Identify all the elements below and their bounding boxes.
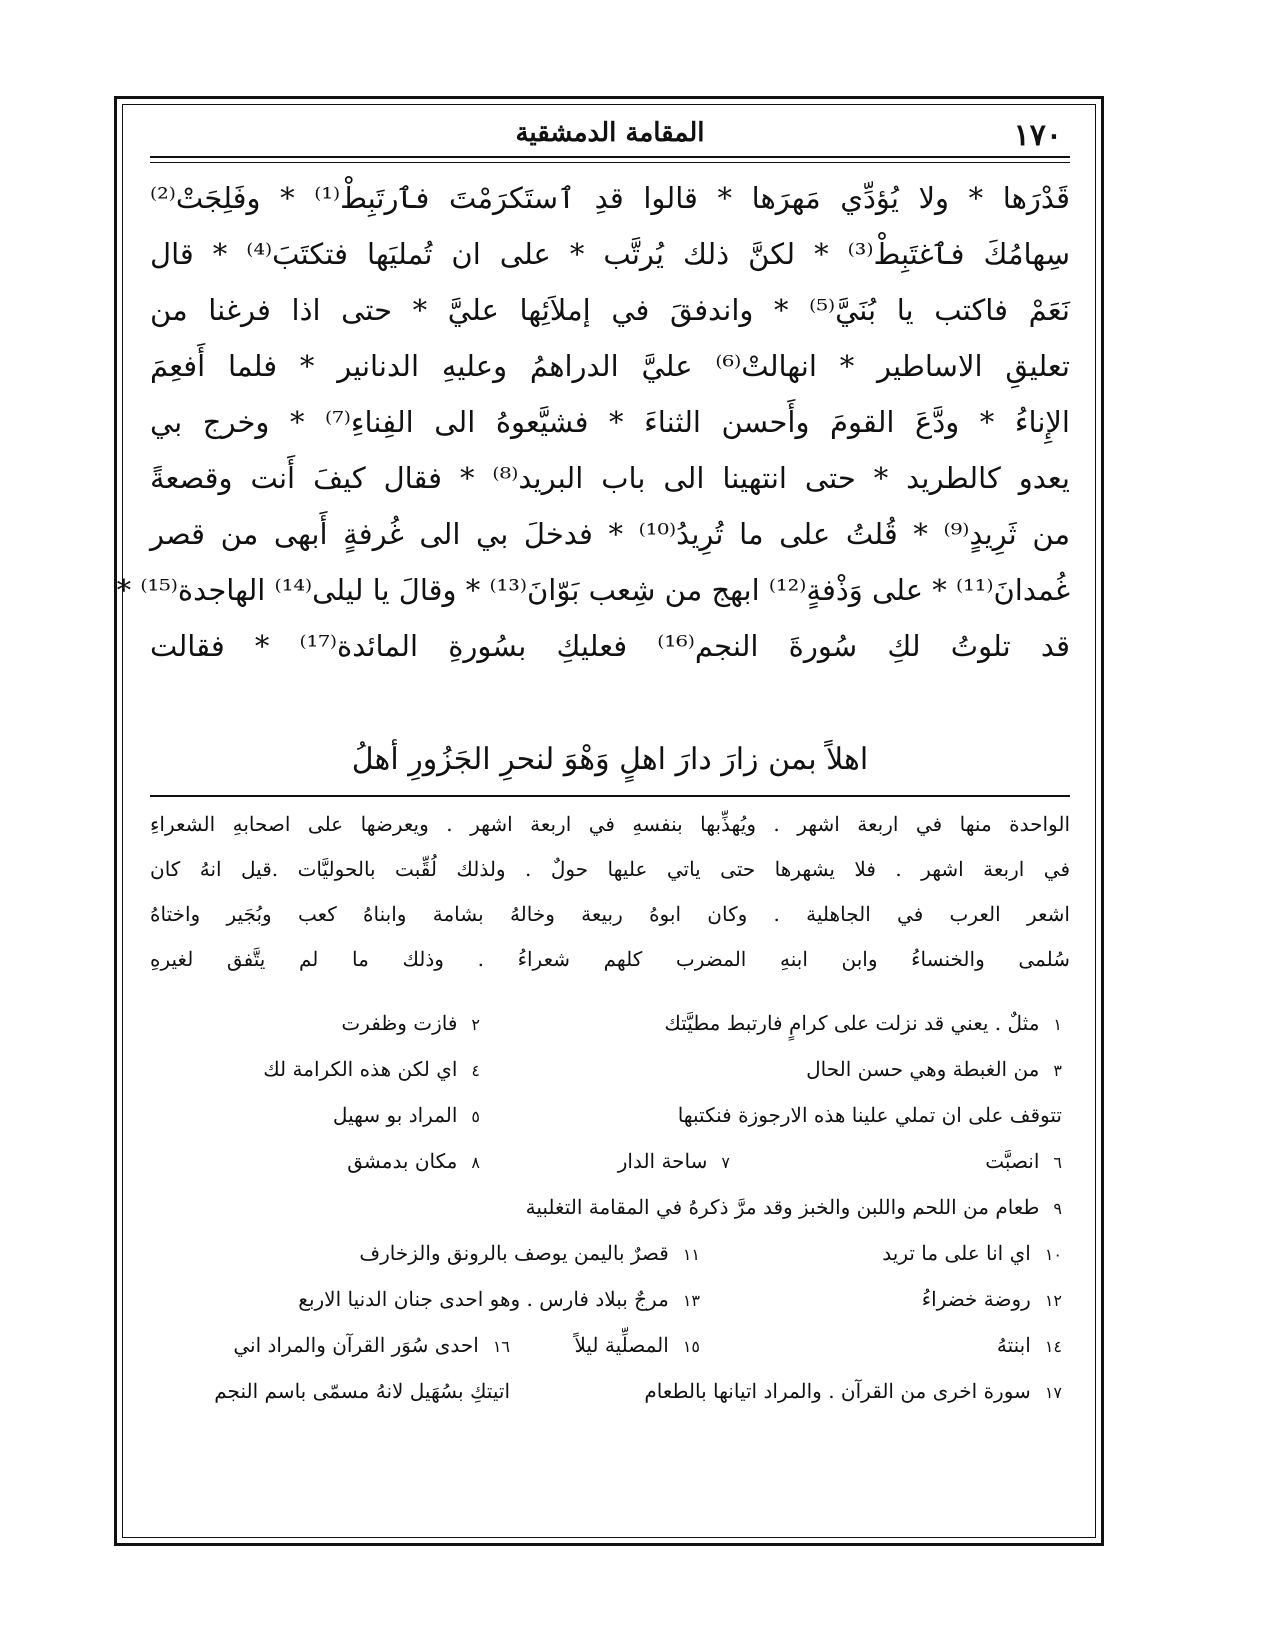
- footnote-number: ٧: [721, 1153, 730, 1172]
- main-text: [116, 170, 1071, 674]
- footnote-13: [298, 1276, 700, 1322]
- footnote-text: من الغبطة وهي حسن الحال: [806, 1057, 1040, 1081]
- page-header: [150, 112, 1070, 158]
- note-line: في اربعة اشهر . فلا يشهرها حتى ياتي عليها حولٌ . ولذلك لُقِّبت بالحوليَّات .قيل انهُ كان: [150, 857, 1070, 881]
- footnote-row: [150, 1368, 1070, 1414]
- footnote-text: مثلٌ . يعني قد نزلت على كرامٍ فارتبط مطيَّتك: [664, 1011, 1040, 1035]
- footnote-7: [618, 1138, 730, 1184]
- footnote-number: ١٤: [1044, 1337, 1062, 1356]
- footnote-row: [150, 1092, 1070, 1138]
- footnote-row: [150, 1000, 1070, 1046]
- footnote-number: ٦: [1053, 1153, 1062, 1172]
- footnote-row: [150, 1322, 1070, 1368]
- footnote-6: [985, 1138, 1062, 1184]
- text-line: الإِناءُ * ودَّعَ القومَ وأَحسن الثناءَ * فشيَّعوهُ الى الفِناءِ⁽⁷⁾ * وخرج بي: [150, 405, 1070, 439]
- footnote-number: ١٧: [1044, 1383, 1062, 1402]
- footnote-text: احدى سُوَر القرآن والمراد اني: [233, 1333, 479, 1357]
- footnote-rule: [150, 795, 1070, 797]
- page-content: [116, 112, 1071, 1532]
- page-number: ١٧٠: [1013, 118, 1062, 153]
- footnote-row: [150, 1230, 1070, 1276]
- footnote-text: اي لكن هذه الكرامة لك: [263, 1057, 458, 1081]
- footnote-number: ٨: [471, 1153, 480, 1172]
- footnote-10: [882, 1230, 1062, 1276]
- note-line: اشعر العرب في الجاهلية . وكان ابوهُ ربيعة وخالهُ بشامة وابناهُ كعب وبُجَير واختاهُ: [150, 902, 1070, 926]
- text-line: تعليقِ الاساطير * انهالتْ⁽⁶⁾ عليَّ الدراهمُ وعليهِ الدنانير * فلما أَفعِمَ: [150, 349, 1070, 383]
- footnote-number: ١٥: [682, 1337, 700, 1356]
- footnote-text: ساحة الدار: [617, 1149, 708, 1173]
- footnote-text: قصرٌ باليمن يوصف بالرونق والزخارف: [359, 1241, 669, 1265]
- footnote-text: انصبَّت: [985, 1149, 1040, 1173]
- footnote-row: [150, 1138, 1070, 1184]
- footnote-text: اي انا على ما تريد: [882, 1241, 1031, 1265]
- footnote-9: [526, 1184, 1062, 1230]
- text-line: قَدْرَها * ولا يُؤدِّي مَهرَها * قالوا قدِ ٱستَكرَمْتَ فٱرتَبِطْ⁽¹⁾ * وفَلِجَتْ⁽²⁾: [150, 181, 1070, 215]
- footnote-text: المصلِّية ليلاً: [574, 1333, 669, 1357]
- running-title: المقامة الدمشقية: [515, 118, 705, 148]
- text-line: غُمدانَ⁽¹¹⁾ * على وَذْفةٍ⁽¹²⁾ ابهج من شِعب بَوّانَ⁽¹³⁾ * وقالَ يا ليلى⁽¹⁴⁾ الهاجدة⁽¹⁵⁾ *: [116, 573, 1070, 607]
- notes-paragraph: [150, 802, 1070, 982]
- footnote-number: ١٠: [1044, 1245, 1062, 1264]
- footnote-number: ١٢: [1044, 1291, 1062, 1310]
- footnote-number: ١٣: [682, 1291, 700, 1310]
- text-line: نَعَمْ فاكتب يا بُنَيَّ⁽⁵⁾ * واندفقَ في إملاَئِها عليَّ * حتى اذا فرغنا من: [150, 293, 1070, 327]
- footnote-text: طعام من اللحم واللبن والخبز وقد مرَّ ذكرهُ في المقامة التغلبية: [525, 1195, 1040, 1219]
- footnote-text: ابنتهُ: [996, 1333, 1031, 1357]
- text-line: سِهامُكَ فٱغتَبِطْ⁽³⁾ * لكنَّ ذلك يُرتَّب * على ان تُمليَها فتكتَبَ⁽⁴⁾ * قال: [150, 237, 1071, 271]
- footnote-number: ٩: [1053, 1199, 1062, 1218]
- footnote-17: [644, 1368, 1062, 1414]
- footnote-15: [574, 1322, 700, 1368]
- footnote-text: سورة اخرى من القرآن . والمراد اتيانها بالطعام: [644, 1379, 1031, 1403]
- footnote-3: [806, 1046, 1062, 1092]
- note-line: سُلمى والخنساءُ وابن ابنهِ المضرب كلهم شعراءُ . وذلك ما لم يتَّفق لغيرهِ: [150, 947, 1070, 971]
- footnote-number: ١: [1053, 1015, 1062, 1034]
- footnote-1: [664, 1000, 1062, 1046]
- footnote-row: [150, 1276, 1070, 1322]
- footnote-number: ٢: [471, 1015, 480, 1034]
- footnote-4: [263, 1046, 480, 1092]
- note-line: الواحدة منها في اربعة اشهر . ويُهذِّبها بنفسهِ في اربعة اشهر . ويعرضها على اصحابهِ الشعراءِ: [150, 812, 1070, 836]
- footnote-12: [922, 1276, 1062, 1322]
- footnote-16: [233, 1322, 510, 1368]
- footnote-row: [150, 1184, 1070, 1230]
- verse-line: اهلاً بمن زارَ دارَ اهلٍ وَهْوَ لنحرِ الجَزُورِ أهلُ: [351, 742, 869, 777]
- footnote-5: [333, 1092, 480, 1138]
- footnote-text: فازت وظفرت: [341, 1011, 458, 1035]
- footnote-text: مرجٌ ببلاد فارس . وهو احدى جنان الدنيا الاربع: [298, 1287, 669, 1311]
- footnote-16-continued: اتيتكِ بسُهَيل لانهُ مسمّى باسم النجم: [214, 1379, 510, 1403]
- footnote-number: ٤: [471, 1061, 480, 1080]
- footnote-11: [359, 1230, 700, 1276]
- footnote-8: [347, 1138, 480, 1184]
- footnote-row: [150, 1046, 1070, 1092]
- footnote-number: ١٦: [492, 1337, 510, 1356]
- text-line: من ثَرِيدٍ⁽⁹⁾ * قُلتُ على ما تُرِيدُ⁽¹⁰⁾ * فدخلَ بي الى غُرفةٍ أَبهى من قصر: [150, 517, 1070, 551]
- header-rule: [150, 156, 1070, 163]
- footnote-4-continued: تتوقف على ان تملي علينا هذه الارجوزة فنكتبها: [677, 1103, 1062, 1127]
- footnote-text: المراد بو سهيل: [332, 1103, 458, 1127]
- footnote-text: مكان بدمشق: [347, 1149, 458, 1173]
- footnote-number: ٣: [1053, 1061, 1062, 1080]
- text-line: قد تلوتُ لكِ سُورةَ النجم⁽¹⁶⁾ فعليكِ بسُورةِ المائدة⁽¹⁷⁾ * فقالت: [150, 629, 1070, 663]
- footnote-14: [997, 1322, 1062, 1368]
- footnote-text: روضة خضراءُ: [921, 1287, 1031, 1311]
- text-line: يعدو كالطريد * حتى انتهينا الى باب البريد⁽⁸⁾ * فقال كيفَ أَنت وقصعةً: [150, 461, 1070, 495]
- footnote-number: ١١: [682, 1245, 700, 1264]
- footnote-number: ٥: [471, 1107, 480, 1126]
- footnote-2: [341, 1000, 480, 1046]
